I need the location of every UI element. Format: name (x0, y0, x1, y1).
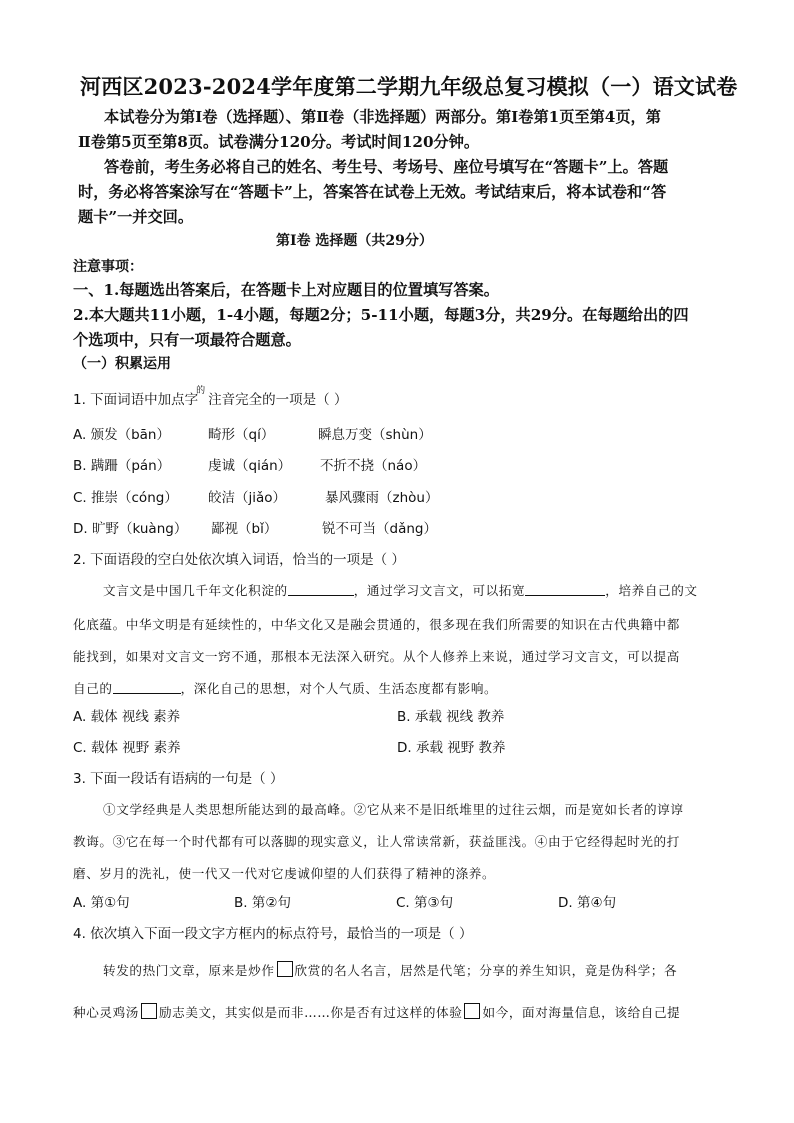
q4-line2: 种心灵鸡汤 励志美文，其实似是而非……你是否有过这样的体验 如今，面对海量信息，该给自己提 (73, 1005, 681, 1020)
q3-option-a: A. 第①句 (73, 895, 130, 911)
intro-p1-line2: Ⅱ卷第5页至第8页。试卷满分120分。考试时间120分钟。 (78, 133, 480, 151)
q4-blank-box-1 (277, 961, 293, 977)
q1-option-d: D. 旷野（kuàng） (73, 521, 188, 537)
q2-option-d: D. 承载 视野 教养 (397, 740, 506, 756)
notes-line3: 个选项中，只有一项最符合题意。 (73, 331, 301, 349)
q3-line3: 磨、岁月的洗礼，使一代又一代对它虔诚仰望的人们获得了精神的涤养。 (73, 866, 496, 881)
q1-option-a: A. 颁发（bān） (73, 427, 170, 443)
q1-option-c: C. 推崇（cóng） (73, 490, 178, 506)
q2-option-c: C. 载体 视野 素养 (73, 740, 181, 756)
q2-blank-1 (288, 595, 354, 596)
q2-blank-2 (525, 595, 605, 596)
q4-line1: 转发的热门文章，原来是炒作 欣赏的名人名言，居然是代笔；分享的养生知识，竟是伪科学；各 (103, 963, 678, 978)
q2-line1: 文言文是中国几千年文化积淀的 ，通过学习文言文，可以拓宽 ，培养自己的文 (103, 583, 698, 598)
q1-stem-a: 1. 下面词语中加点字 (73, 392, 199, 408)
q1-stem-b: 注音完全的一项是（ ） (208, 392, 348, 408)
q1-option-d-word3: 锐不可当（dǎng） (322, 521, 437, 537)
q2-option-a: A. 载体 视线 素养 (73, 709, 181, 725)
q2-line2: 化底蕴。中华文明是有延续性的，中华文化又是融会贯通的，很多现在我们所需要的知识在古代典籍中都 (73, 617, 680, 632)
q1-option-b-word2: 虔诚（qián） (208, 458, 292, 474)
q4-blank-box-2 (141, 1003, 157, 1019)
intro-p2-line2: 时，务必将答案涂写在“答题卡”上，答案答在试卷上无效。考试结束后，将本试卷和“答 (78, 183, 667, 201)
notes-line1: 一、1.每题选出答案后，在答题卡上对应题目的位置填写答案。 (73, 281, 499, 299)
q1-option-c-word3: 暴风骤雨（zhòu） (325, 490, 439, 506)
q1-option-d-word2: 鄙视（bǐ） (211, 521, 278, 537)
q3-stem: 3. 下面一段话有语病的一句是（ ） (73, 771, 284, 787)
intro-p1-line1: 本试卷分为第Ⅰ卷（选择题）、第Ⅱ卷（非选择题）两部分。第Ⅰ卷第1页至第4页，第 (104, 108, 661, 126)
section-title: 第Ⅰ卷 选择题（共29分） (276, 233, 433, 249)
q3-option-b: B. 第②句 (234, 895, 291, 911)
page-title: 河西区2023-2024学年度第二学期九年级总复习模拟（一）语文试卷 (80, 74, 738, 99)
intro-p2-line3: 题卡”一并交回。 (78, 208, 194, 226)
q2-line4: 自己的 ，深化自己的思想，对个人气质、生活态度都有影响。 (73, 681, 498, 696)
q1-option-a-word3: 瞬息万变（shùn） (318, 427, 432, 443)
q2-blank-3 (113, 693, 181, 694)
notes-line2: 2.本大题共11小题，1-4小题，每题2分；5-11小题，每题3分，共29分。在每题给出的四 (73, 306, 689, 324)
q1-stem (73, 388, 347, 408)
q3-line1: ①文学经典是人类思想所能达到的最高峰。②它从来不是旧纸堆里的过往云烟，而是宽如长者的谆谆 (103, 802, 684, 817)
q3-line2: 教诲。③它在每一个时代都有可以落脚的现实意义，让人常读常新，获益匪浅。④由于它经得起时光的打 (73, 834, 680, 849)
q4-stem: 4. 依次填入下面一段文字方框内的标点符号，最恰当的一项是（ ） (73, 926, 473, 942)
q1-option-b: B. 蹒跚（pán） (73, 458, 171, 474)
intro-p2-line1: 答卷前，考生务必将自己的姓名、考生号、考场号、座位号填写在“答题卡”上。答题 (104, 158, 669, 176)
q2-stem: 2. 下面语段的空白处依次填入词语，恰当的一项是（ ） (73, 552, 405, 568)
q1-dot-mark: 的 (196, 386, 206, 396)
q1-option-b-word3: 不折不挠（náo） (320, 458, 427, 474)
q3-option-c: C. 第③句 (396, 895, 454, 911)
q3-option-d: D. 第④句 (558, 895, 617, 911)
part-heading: （一）积累运用 (73, 356, 171, 372)
q4-blank-box-3 (464, 1003, 480, 1019)
q2-option-b: B. 承载 视线 教养 (397, 709, 505, 725)
q1-option-a-word2: 畸形（qí） (208, 427, 275, 443)
q1-option-c-word2: 皎洁（jiǎo） (208, 490, 287, 506)
q2-line3: 能找到，如果对文言文一窍不通，那根本无法深入研究。从个人修养上来说，通过学习文言文，可以提高 (73, 649, 680, 664)
notes-heading: 注意事项： (73, 259, 143, 275)
